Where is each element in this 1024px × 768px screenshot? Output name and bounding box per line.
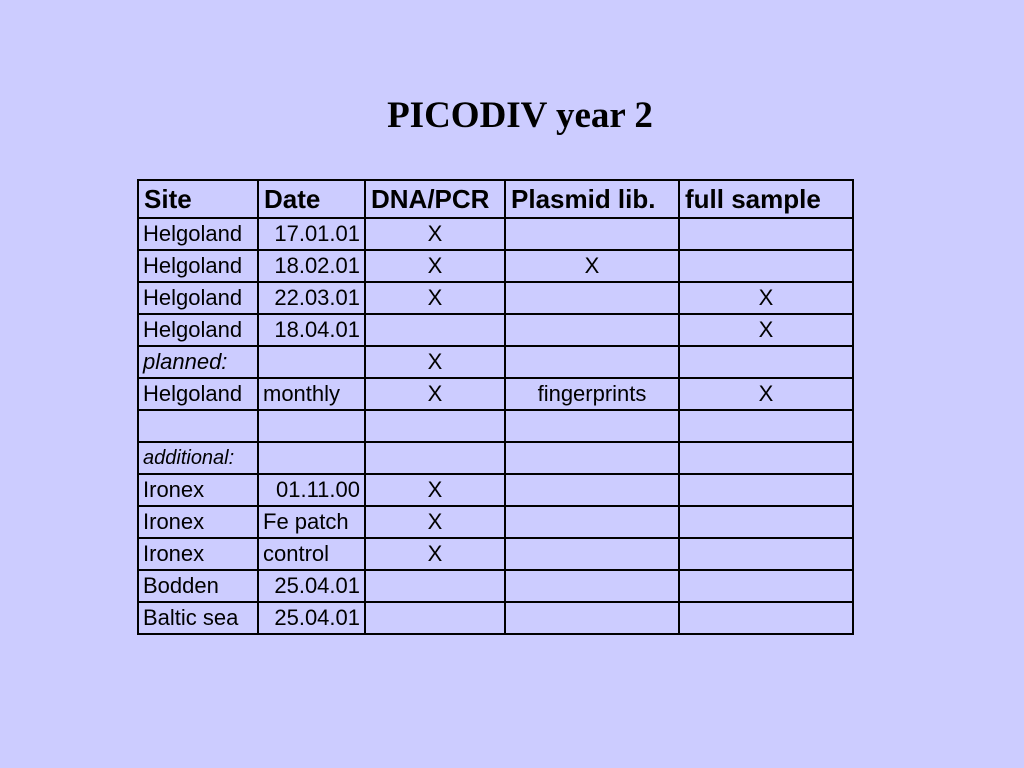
cell-dna-pcr: X	[365, 218, 505, 250]
cell-date: 18.02.01	[258, 250, 365, 282]
cell-full-sample	[679, 410, 853, 442]
cell-dna-pcr	[365, 602, 505, 634]
cell-full-sample	[679, 538, 853, 570]
cell-date: Fe patch	[258, 506, 365, 538]
cell-dna-pcr	[365, 314, 505, 346]
cell-site: Helgoland	[138, 314, 258, 346]
cell-dna-pcr: X	[365, 474, 505, 506]
header-plasmid-lib: Plasmid lib.	[505, 180, 679, 218]
cell-full-sample	[679, 570, 853, 602]
slide-title: PICODIV year 2	[387, 95, 653, 136]
cell-date	[258, 346, 365, 378]
cell-plasmid-lib	[505, 602, 679, 634]
cell-plasmid-lib	[505, 570, 679, 602]
cell-date: control	[258, 538, 365, 570]
table-row	[138, 442, 853, 474]
table-row	[138, 218, 853, 250]
cell-plasmid-lib	[505, 218, 679, 250]
cell-site: Helgoland	[138, 282, 258, 314]
cell-full-sample	[679, 442, 853, 474]
cell-dna-pcr: X	[365, 282, 505, 314]
cell-date	[258, 442, 365, 474]
cell-plasmid-lib	[505, 506, 679, 538]
cell-plasmid-lib	[505, 346, 679, 378]
cell-date: 25.04.01	[258, 602, 365, 634]
table-row	[138, 602, 853, 634]
cell-full-sample	[679, 250, 853, 282]
cell-site: Helgoland	[138, 250, 258, 282]
cell-plasmid-lib	[505, 282, 679, 314]
header-date: Date	[258, 180, 365, 218]
table-row	[138, 346, 853, 378]
cell-site: Ironex	[138, 506, 258, 538]
cell-site: Baltic sea	[138, 602, 258, 634]
sampling-table	[137, 179, 854, 635]
cell-date: 22.03.01	[258, 282, 365, 314]
cell-full-sample: X	[679, 314, 853, 346]
cell-date: 18.04.01	[258, 314, 365, 346]
cell-site: Helgoland	[138, 378, 258, 410]
header-site: Site	[138, 180, 258, 218]
cell-dna-pcr	[365, 442, 505, 474]
cell-plasmid-lib: X	[505, 250, 679, 282]
cell-site: Ironex	[138, 474, 258, 506]
cell-full-sample	[679, 602, 853, 634]
cell-dna-pcr	[365, 570, 505, 602]
cell-full-sample	[679, 218, 853, 250]
cell-plasmid-lib	[505, 442, 679, 474]
cell-site: Ironex	[138, 538, 258, 570]
cell-dna-pcr: X	[365, 346, 505, 378]
cell-plasmid-lib	[505, 538, 679, 570]
cell-plasmid-lib	[505, 474, 679, 506]
cell-site	[138, 410, 258, 442]
cell-plasmid-lib: fingerprints	[505, 378, 679, 410]
table-row	[138, 506, 853, 538]
cell-section-label: additional:	[138, 442, 258, 474]
cell-section-label: planned:	[138, 346, 258, 378]
cell-dna-pcr: X	[365, 378, 505, 410]
cell-full-sample	[679, 346, 853, 378]
cell-plasmid-lib	[505, 410, 679, 442]
cell-date: monthly	[258, 378, 365, 410]
table-row	[138, 314, 853, 346]
cell-dna-pcr: X	[365, 250, 505, 282]
table-row	[138, 250, 853, 282]
table-header-row	[138, 180, 853, 218]
cell-site: Helgoland	[138, 218, 258, 250]
cell-plasmid-lib	[505, 314, 679, 346]
cell-date: 25.04.01	[258, 570, 365, 602]
table-row	[138, 538, 853, 570]
header-full-sample: full sample	[679, 180, 853, 218]
cell-dna-pcr: X	[365, 506, 505, 538]
table-row	[138, 378, 853, 410]
cell-full-sample: X	[679, 378, 853, 410]
cell-date	[258, 410, 365, 442]
cell-date: 17.01.01	[258, 218, 365, 250]
cell-dna-pcr: X	[365, 538, 505, 570]
cell-full-sample: X	[679, 282, 853, 314]
table-row	[138, 474, 853, 506]
cell-full-sample	[679, 506, 853, 538]
cell-full-sample	[679, 474, 853, 506]
table-row	[138, 410, 853, 442]
cell-dna-pcr	[365, 410, 505, 442]
header-dna-pcr: DNA/PCR	[365, 180, 505, 218]
cell-site: Bodden	[138, 570, 258, 602]
table-row	[138, 282, 853, 314]
table-row	[138, 570, 853, 602]
cell-date: 01.11.00	[258, 474, 365, 506]
